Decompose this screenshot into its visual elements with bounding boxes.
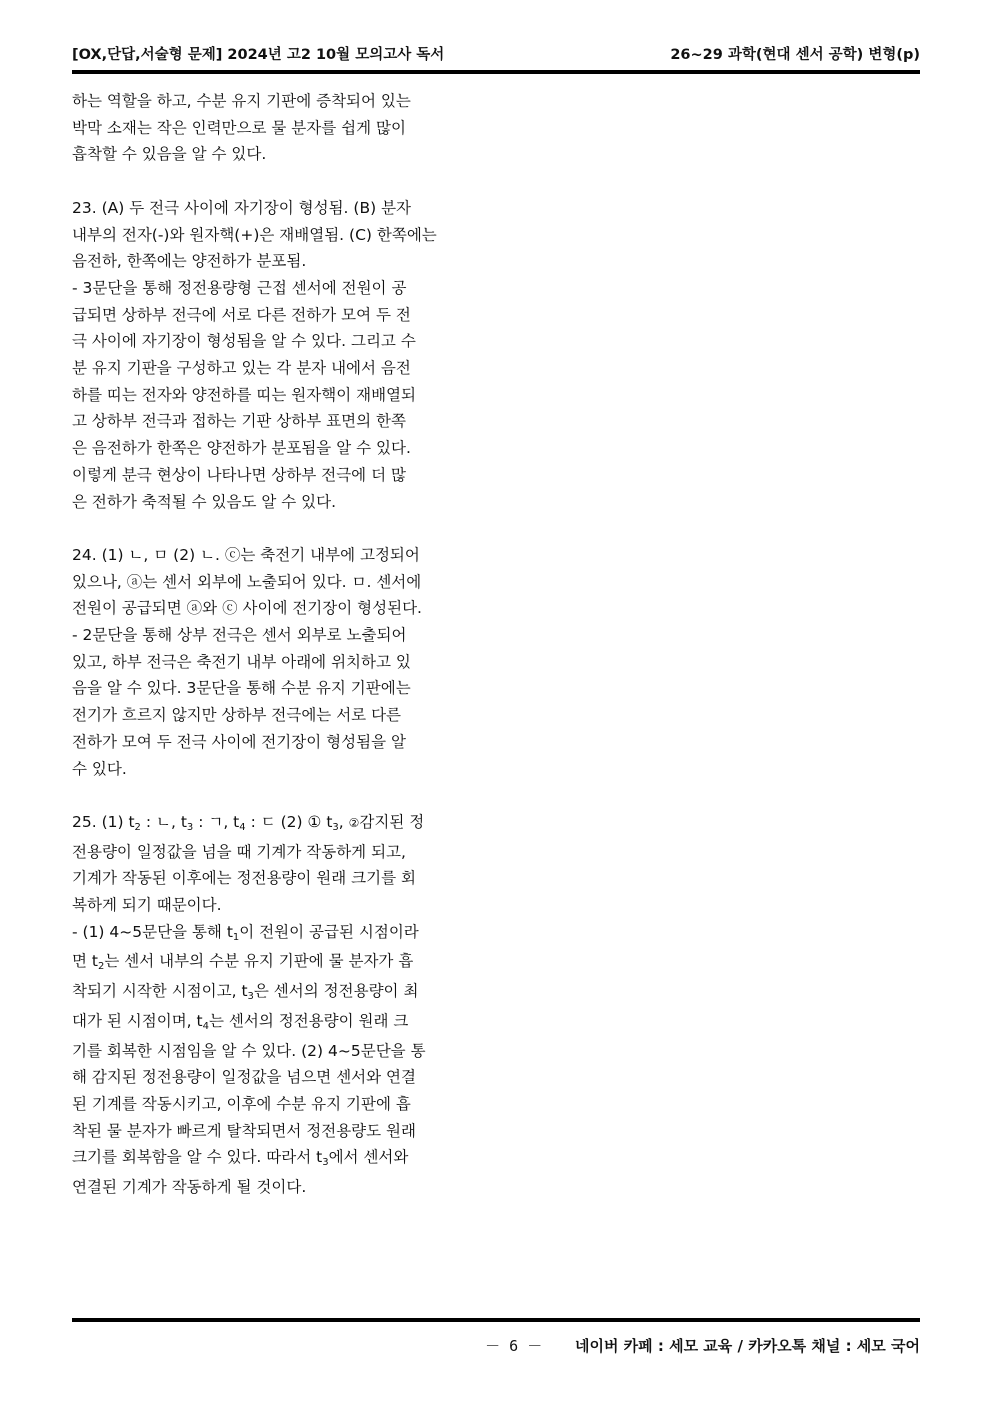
text-line: 하는 역할을 하고, 수분 유지 기판에 증착되어 있는 [72,92,411,110]
text-line: 연결된 기계가 작동하게 될 것이다. [72,1178,307,1197]
answer-24 [72,542,480,782]
text-line: 전기가 흐르지 않지만 상하부 전극에는 서로 다른 [72,706,402,725]
text-line: 착되기 시작한 시점이고, $t_3$은 센서의 정전용량이 최 [72,982,419,1003]
text-line: 극 사이에 자기장이 형성됨을 알 수 있다. 그리고 수 [72,332,416,351]
text-line: 기계가 작동된 이후에는 정전용량이 원래 크기를 회 [72,869,416,888]
header-subtitle: 26~29 과학(현대 센서 공학) 변형(p) [670,47,920,63]
text-line: 24. (1) ㄴ, ㅁ (2) ㄴ. ⓒ는 축전기 내부에 고정되어 [72,545,420,564]
text-line: 전용량이 일정값을 넘을 때 기계가 작동하게 되고, [72,842,406,861]
text-line: 은 전하가 축적될 수 있음도 알 수 있다. [72,492,337,511]
text-line: 크기를 회복함을 알 수 있다. 따라서 $t_3$에서 센서와 [72,1148,409,1169]
page-footer [72,1334,920,1358]
header-title: [OX,단답,서술형 문제] 2024년 고2 10월 모의고사 독서 [72,47,445,63]
text-line: 복하게 되기 때문이다. [72,896,222,915]
page-number: － 6 － [485,1337,543,1355]
text-line: 수 있다. [72,759,127,778]
text-line: 박막 소재는 작은 인력만으로 물 분자를 쉽게 많이 [72,118,406,137]
text-line: 23. (A) 두 전극 사이에 자기장이 형성됨. (B) 분자 [72,198,412,217]
text-line: 음을 알 수 있다. 3문단을 통해 수분 유지 기판에는 [72,679,411,698]
footer-info: 네이버 카페 : 세모 교육 / 카카오톡 채널 : 세모 국어 [574,1337,920,1355]
answer-25 [72,809,480,1201]
footer-rule [72,1318,920,1322]
answer-column [72,88,480,1201]
text-line: 하를 띠는 전자와 양전하를 띠는 원자핵이 재배열되 [72,385,416,404]
text-line: - 3문단을 통해 정전용량형 근접 센서에 전원이 공 [72,278,407,297]
text-line: 고 상하부 전극과 접하는 기판 상하부 표면의 한쪽 [72,412,406,431]
text-line: 기를 회복한 시점임을 알 수 있다. (2) 4~5문단을 통 [72,1041,426,1060]
text-line: 대가 된 시점이며, $t_4$는 센서의 정전용량이 원래 크 [72,1011,409,1032]
intro-paragraph [72,88,480,168]
page-header [72,44,920,70]
text-line: 해 감지된 정전용량이 일정값을 넘으면 센서와 연결 [72,1068,416,1087]
text-line: - (1) 4~5문단을 통해 $t_1$이 전원이 공급된 시점이라 [72,922,419,943]
text-line: 분 유지 기판을 구성하고 있는 각 분자 내에서 음전 [72,359,411,378]
text-line: 된 기계를 작동시키고, 이후에 수분 유지 기판에 흡 [72,1094,411,1113]
text-line: 내부의 전자(-)와 원자핵(+)은 재배열됨. (C) 한쪽에는 [72,225,437,244]
answer-23 [72,195,480,515]
text-line: - 2문단을 통해 상부 전극은 센서 외부로 노출되어 [72,626,407,645]
text-line: 있고, 하부 전극은 축전기 내부 아래에 위치하고 있 [72,652,411,671]
text-line: 25. (1) $t_2$ : ㄴ, $t_3$ : ㄱ, $t_4$ : ㄷ (2) ① $t_3$, ②감지된 정 [72,812,425,833]
text-line: 착된 물 분자가 빠르게 탈착되면서 정전용량도 원래 [72,1121,416,1140]
text-line: 면 $t_2$는 센서 내부의 수분 유지 기판에 물 분자가 흡 [72,952,414,973]
text-line: 급되면 상하부 전극에 서로 다른 전하가 모여 두 전 [72,305,411,324]
text-line: 흡착할 수 있음을 알 수 있다. [72,145,267,164]
header-rule [72,70,920,74]
text-line: 이렇게 분극 현상이 나타나면 상하부 전극에 더 많 [72,465,406,484]
text-line: 전원이 공급되면 ⓐ와 ⓒ 사이에 전기장이 형성된다. [72,599,422,618]
text-line: 있으나, ⓐ는 센서 외부에 노출되어 있다. ㅁ. 센서에 [72,572,422,591]
text-line: 은 음전하가 한쪽은 양전하가 분포됨을 알 수 있다. [72,439,411,458]
text-line: 전하가 모여 두 전극 사이에 전기장이 형성됨을 알 [72,732,406,751]
text-line: 음전하, 한쪽에는 양전하가 분포됨. [72,252,307,271]
